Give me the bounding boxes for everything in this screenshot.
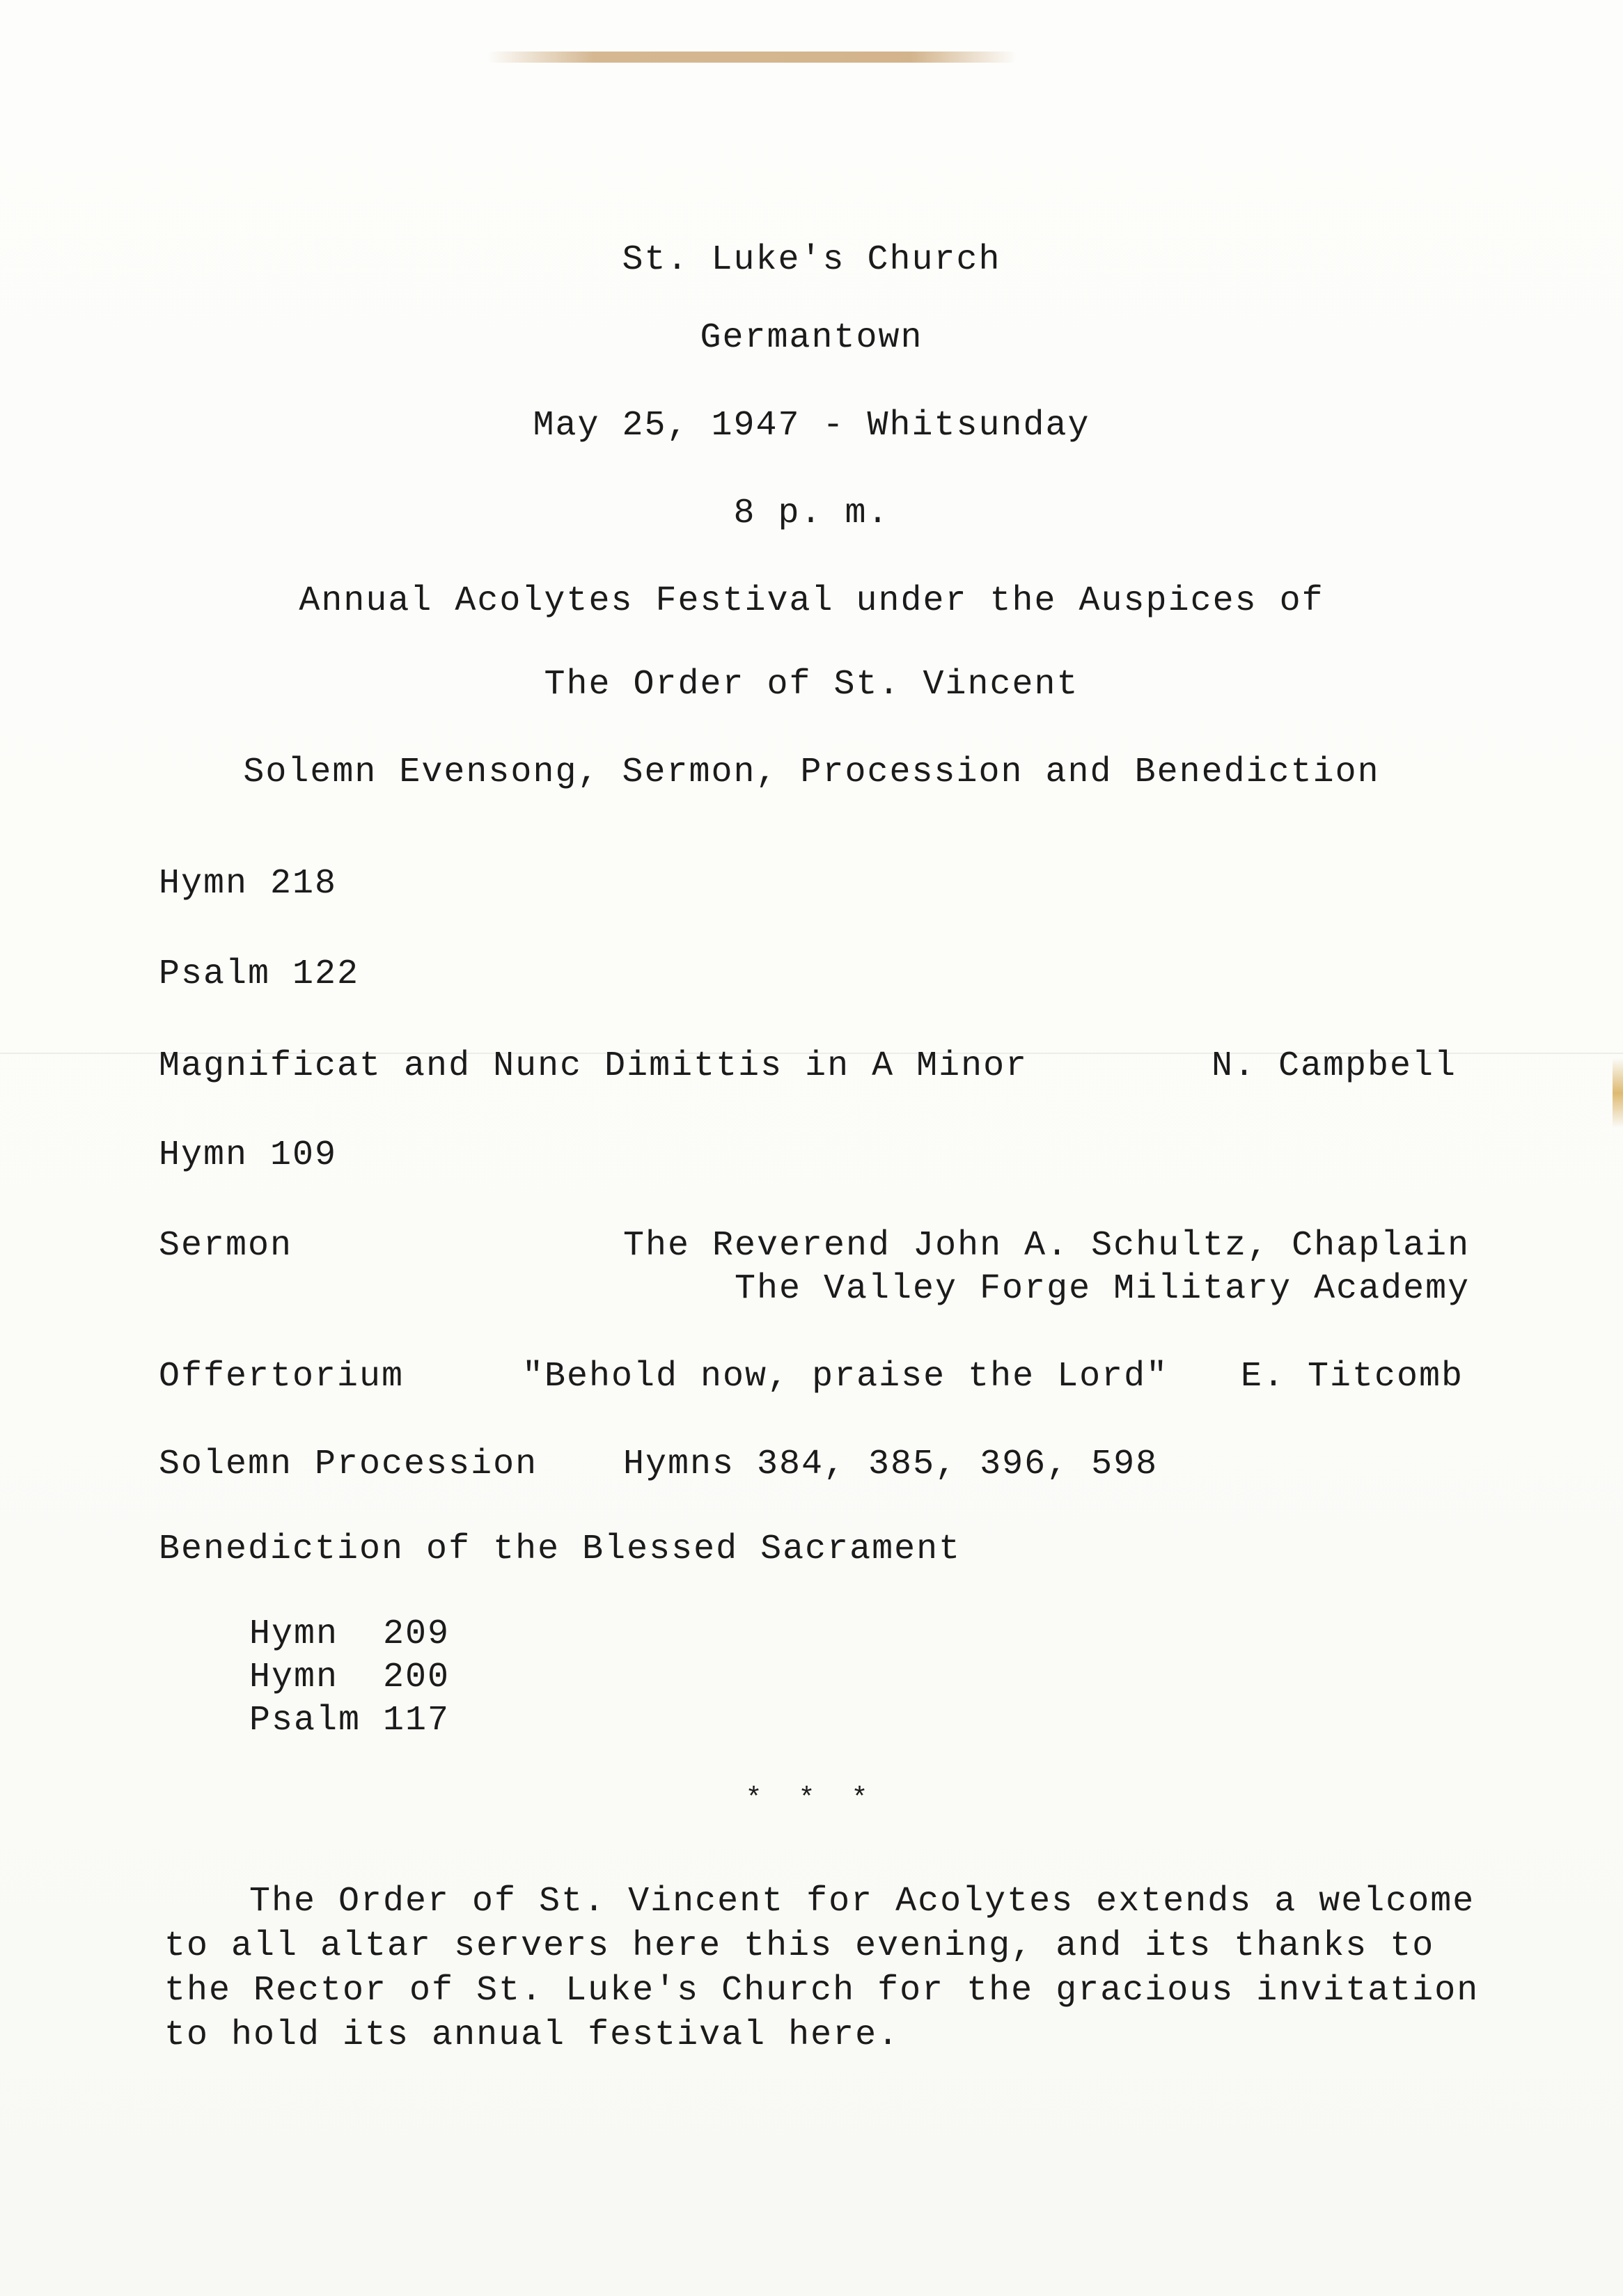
program-item-psalm-122: Psalm 122 — [159, 954, 360, 994]
festival-order: The Order of St. Vincent — [544, 665, 1079, 705]
benediction-item: Hymn 200 — [249, 1658, 450, 1697]
closing-line: The Order of St. Vincent for Acolytes extends a welcome — [249, 1882, 1475, 1921]
offertorium-title: "Behold now, praise the Lord" — [522, 1357, 1169, 1397]
church-location: Germantown — [700, 318, 923, 358]
program-item-sermon: Sermon — [159, 1226, 293, 1266]
edge-stain — [1613, 1058, 1623, 1128]
closing-line: the Rector of St. Luke's Church for the gracious invitation — [164, 1971, 1480, 2011]
preacher-name: The Reverend John A. Schultz, Chaplain — [623, 1226, 1471, 1266]
program-item-hymn-109: Hymn 109 — [159, 1135, 338, 1175]
preacher-affiliation: The Valley Forge Military Academy — [735, 1269, 1471, 1309]
festival-title: Annual Acolytes Festival under the Auspices of — [299, 581, 1324, 621]
benediction-item: Psalm 117 — [249, 1701, 450, 1740]
benediction-item: Hymn 209 — [249, 1614, 450, 1654]
procession-hymns: Hymns 384, 385, 396, 598 — [623, 1445, 1159, 1484]
service-time: 8 p. m. — [733, 494, 890, 533]
magnificat-composer: N. Campbell — [1212, 1046, 1457, 1086]
program-item-magnificat: Magnificat and Nunc Dimittis in A Minor — [159, 1046, 1028, 1086]
program-item-hymn-218: Hymn 218 — [159, 864, 338, 904]
service-date: May 25, 1947 - Whitsunday — [533, 406, 1090, 446]
program-item-offertorium: Offertorium — [159, 1357, 405, 1397]
closing-line: to hold its annual festival here. — [164, 2015, 900, 2055]
section-divider: * * * — [745, 1784, 878, 1815]
closing-line: to all altar servers here this evening, and its thanks to — [164, 1926, 1435, 1966]
tape-stain — [487, 52, 1017, 63]
offertorium-composer: E. Titcomb — [1241, 1357, 1464, 1397]
church-name: St. Luke's Church — [622, 240, 1001, 280]
program-item-benediction: Benediction of the Blessed Sacrament — [159, 1530, 962, 1569]
service-description: Solemn Evensong, Sermon, Procession and Benediction — [243, 753, 1380, 792]
program-item-procession: Solemn Procession — [159, 1445, 538, 1484]
